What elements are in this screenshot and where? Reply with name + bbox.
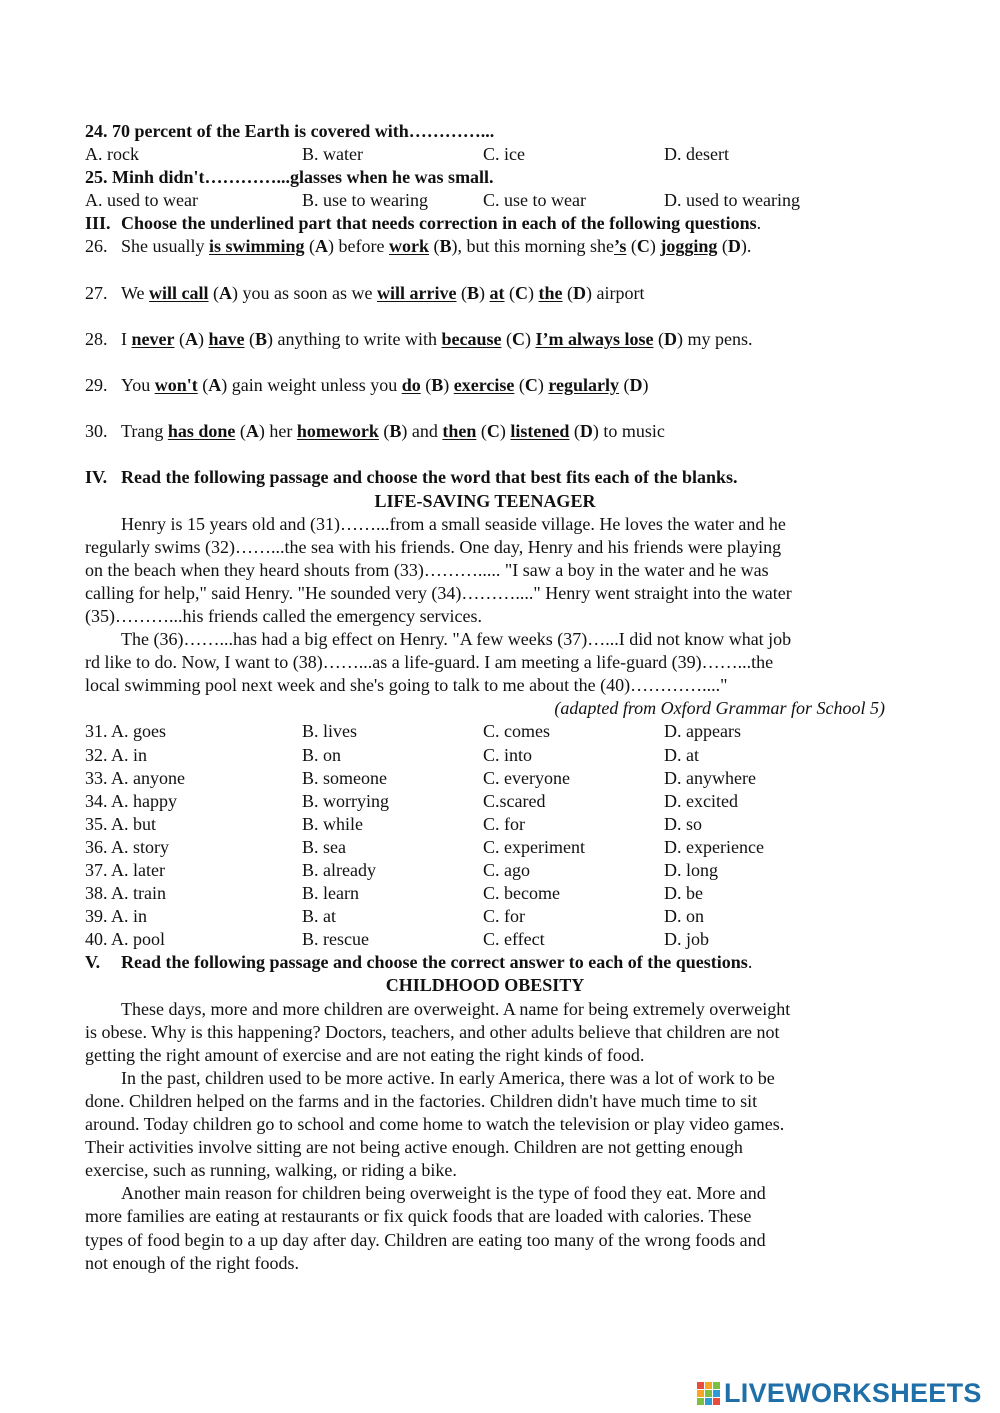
q24-option-d[interactable]: D. desert <box>664 144 729 165</box>
mc-option[interactable]: 40. A. pool <box>85 929 166 950</box>
passage-2-line: is obese. Why is this happening? Doctors, teachers, and other adults believe that children are not <box>85 1021 780 1042</box>
q24-option-b[interactable]: B. water <box>302 144 363 165</box>
q30-letter-c: C <box>486 421 500 442</box>
q26-underline-d[interactable]: jogging <box>660 236 718 257</box>
q27-underline-c[interactable]: at <box>489 282 505 303</box>
mc-row-40 <box>85 928 885 951</box>
q26-letter-c: C <box>636 236 650 257</box>
liveworksheets-logo-text: LIVEWORKSHEETS <box>724 1377 982 1408</box>
passage-1-line: local swimming pool next week and she's going to talk to me about the (40)…………...." <box>85 675 728 696</box>
q26-text: ). <box>740 236 752 257</box>
mc-option[interactable]: C. effect <box>483 929 545 950</box>
q27-text: ( <box>456 282 468 303</box>
section-5-period: . <box>747 952 753 973</box>
q28-underline-d[interactable]: I’m always lose <box>535 328 654 349</box>
mc-option[interactable]: B. lives <box>302 721 358 742</box>
mc-row-33 <box>85 767 885 790</box>
section-3-title: Choose the underlined part that needs correction in each of the following questions <box>121 213 757 234</box>
mc-option[interactable]: 39. A. in <box>85 906 148 927</box>
q28-letter-b: B <box>254 328 267 349</box>
q27-text: ) you as soon as we <box>232 282 378 303</box>
mc-option[interactable]: 32. A. in <box>85 744 148 765</box>
q28-number: 28. <box>85 328 108 349</box>
passage-1-source: (adapted from Oxford Grammar for School 5) <box>554 698 885 719</box>
q26-underline-a[interactable]: is swimming <box>209 236 305 257</box>
q28-text: ( <box>174 328 185 349</box>
q24-option-c[interactable]: C. ice <box>483 144 525 165</box>
mc-option[interactable]: 31. A. goes <box>85 721 166 742</box>
q28-text: ( <box>244 328 255 349</box>
q28-text: ) <box>524 328 536 349</box>
mc-option[interactable]: 37. A. later <box>85 860 165 880</box>
q25-option-b[interactable]: B. use to wearing <box>302 190 428 211</box>
q27-letter-b: B <box>467 282 480 303</box>
q30-underline-a[interactable]: has done <box>167 421 236 442</box>
q26-number: 26. <box>85 236 108 257</box>
passage-2-line: These days, more and more children are overweight. A name for being extremely overweight <box>121 998 791 1019</box>
q29-number: 29. <box>85 375 108 396</box>
q30-text: ( <box>476 421 487 442</box>
mc-option[interactable]: C. comes <box>483 721 550 742</box>
mc-option[interactable]: D. so <box>664 813 703 834</box>
q26-underline-c[interactable]: ’s <box>614 236 627 257</box>
mc-row-36 <box>85 836 885 859</box>
question-26 <box>85 235 885 258</box>
mc-row-32 <box>85 744 885 767</box>
section-3-heading <box>85 212 885 235</box>
q27-text: We <box>121 282 150 303</box>
mc-option[interactable]: D. excited <box>664 790 738 811</box>
mc-option[interactable]: C. ago <box>483 860 530 880</box>
mc-option[interactable]: D. be <box>664 883 703 904</box>
q27-underline-d[interactable]: the <box>538 282 563 303</box>
section-4-heading <box>85 466 885 489</box>
q30-text: ) to music <box>592 421 665 442</box>
q30-text: ) <box>499 421 511 442</box>
q29-underline-c[interactable]: exercise <box>453 375 515 396</box>
q26-text: ), but this morning she <box>451 236 614 257</box>
section-3-number: III. <box>85 213 111 234</box>
q27-number: 27. <box>85 282 108 303</box>
mc-option[interactable]: B. already <box>302 860 376 880</box>
passage-2-line: around. Today children go to school and come home to watch the television or play video games. <box>85 1114 785 1135</box>
q30-letter-d: D <box>579 421 593 442</box>
mc-row-31 <box>85 720 885 743</box>
mc-option[interactable]: B. someone <box>302 767 387 788</box>
mc-option[interactable]: D. anywhere <box>664 767 756 788</box>
question-25-options <box>85 189 885 212</box>
q26-text: ( <box>626 236 637 257</box>
mc-option[interactable]: B. at <box>302 906 336 927</box>
q25-option-c[interactable]: C. use to wear <box>483 190 586 211</box>
section-5-heading <box>85 951 885 974</box>
passage-2-line: getting the right amount of exercise and are not eating the right kinds of food. <box>85 1044 645 1065</box>
q29-text: ) <box>443 375 454 396</box>
passage-1-line: The (36)……...has had a big effect on Henry. "A few weeks (37)…...I did not know what job <box>121 629 792 650</box>
mc-row-34 <box>85 790 885 813</box>
mc-option[interactable]: D. appears <box>664 721 741 742</box>
q26-letter-b: B <box>439 236 452 257</box>
mc-option[interactable]: C.scared <box>483 790 546 811</box>
mc-option[interactable]: D. job <box>664 929 709 950</box>
q27-letter-c: C <box>515 282 529 303</box>
q28-text: ( <box>501 328 512 349</box>
q29-text: You <box>121 375 155 396</box>
question-27 <box>85 282 885 305</box>
mc-option[interactable]: B. sea <box>302 836 346 857</box>
section-4-number: IV. <box>85 467 108 488</box>
passage-1-line: rd like to do. Now, I want to (38)……...as a life-guard. I am meeting a life-guard (39)……...the <box>85 652 774 673</box>
q29-letter-d: D <box>629 375 643 396</box>
section-4-title: Read the following passage and choose the word that best fits each of the blanks. <box>121 467 738 488</box>
q29-letter-c: C <box>524 375 538 396</box>
passage-2-line: types of food begin to a up day after day. Children are eating too many of the wrong foods and <box>85 1229 766 1250</box>
passage-1-line: Henry is 15 years old and (31)……...from a small seaside village. He loves the water and he <box>121 513 786 534</box>
q29-text: ) <box>537 375 549 396</box>
q25-option-a[interactable]: A. used to wear <box>85 190 198 211</box>
q30-letter-a: A <box>245 421 259 442</box>
q28-text: ( <box>653 328 664 349</box>
q30-text: ) and <box>401 421 443 442</box>
worksheet-page <box>85 120 885 1275</box>
section-5-number: V. <box>85 952 101 973</box>
mc-option[interactable]: D. at <box>664 744 699 765</box>
mc-option[interactable]: C. for <box>483 813 525 834</box>
q28-text: ) anything to write with <box>267 328 442 349</box>
mc-option[interactable]: B. rescue <box>302 929 369 950</box>
q28-letter-d: D <box>663 328 677 349</box>
q27-text: ) <box>528 282 539 303</box>
q27-letter-a: A <box>219 282 233 303</box>
mc-option[interactable]: 33. A. anyone <box>85 767 185 788</box>
q26-letter-d: D <box>727 236 741 257</box>
q26-text: ( <box>717 236 728 257</box>
q29-underline-d[interactable]: regularly <box>548 375 620 396</box>
q29-letter-b: B <box>431 375 444 396</box>
q26-text: ) before <box>328 236 389 257</box>
q30-text: ( <box>569 421 580 442</box>
mc-option[interactable]: D. experience <box>664 836 764 857</box>
q30-number: 30. <box>85 421 108 442</box>
mc-option[interactable]: C. for <box>483 906 525 927</box>
q28-underline-b[interactable]: have <box>208 328 245 349</box>
q27-underline-a[interactable]: will call <box>149 282 209 303</box>
mc-option[interactable]: B. on <box>302 744 342 765</box>
q26-letter-a: A <box>315 236 329 257</box>
mc-option[interactable]: 35. A. but <box>85 813 157 834</box>
liveworksheets-logo[interactable] <box>697 1378 982 1408</box>
q28-text: I <box>121 328 132 349</box>
question-30 <box>85 420 885 443</box>
q26-text: ( <box>428 236 440 257</box>
question-29 <box>85 374 885 397</box>
multiple-choice-list <box>85 720 885 951</box>
mc-option[interactable]: D. long <box>664 860 718 880</box>
q28-letter-c: C <box>511 328 525 349</box>
passage-2-line: exercise, such as running, walking, or riding a bike. <box>85 1160 457 1181</box>
q27-text: ) airport <box>586 282 645 303</box>
q27-text: ( <box>504 282 516 303</box>
mc-option[interactable]: 36. A. story <box>85 836 170 857</box>
mc-option[interactable]: C. experiment <box>483 836 585 857</box>
passage-1-line: regularly swims (32)……...the sea with his friends. One day, Henry and his friends were playing <box>85 536 782 557</box>
q26-underline-b[interactable]: work <box>388 236 429 257</box>
q29-text: ) <box>642 375 649 396</box>
passage-2-line: not enough of the right foods. <box>85 1252 299 1273</box>
q28-underline-a[interactable]: never <box>131 328 175 349</box>
q28-underline-c[interactable]: because <box>441 328 502 349</box>
mc-option[interactable]: B. while <box>302 813 363 834</box>
q26-text: She usually <box>121 236 209 257</box>
mc-option[interactable]: C. everyone <box>483 767 570 788</box>
q29-text: ( <box>420 375 432 396</box>
q29-underline-a[interactable]: won't <box>154 375 198 396</box>
q30-underline-d[interactable]: listened <box>510 421 570 442</box>
passage-1-title: LIFE-SAVING TEENAGER <box>374 490 596 511</box>
q29-text: ) gain weight unless you <box>221 375 402 396</box>
question-25-stem: 25. Minh didn't…………...glasses when he was small. <box>85 167 494 188</box>
mc-option[interactable]: B. learn <box>302 883 359 904</box>
passage-1-line: (35)………...his friends called the emergency services. <box>85 605 483 626</box>
mc-option[interactable]: 38. A. train <box>85 883 166 904</box>
mc-row-37 <box>85 859 885 882</box>
q29-text: ( <box>619 375 630 396</box>
q30-text: ( <box>235 421 246 442</box>
mc-row-35 <box>85 813 885 836</box>
passage-1-line: on the beach when they heard shouts from (33)………..... "I saw a boy in the water and he was <box>85 559 769 580</box>
question-28 <box>85 328 885 351</box>
q29-letter-a: A <box>208 375 222 396</box>
q30-underline-b[interactable]: homework <box>296 421 379 442</box>
mc-row-38 <box>85 882 885 905</box>
passage-2-line: In the past, children used to be more active. In early America, there was a lot of work to be <box>121 1067 775 1088</box>
mc-row-39 <box>85 905 885 928</box>
mc-option[interactable]: C. become <box>483 883 560 904</box>
q30-text: ) her <box>258 421 297 442</box>
passage-2-line: Another main reason for children being overweight is the type of food they eat. More and <box>121 1183 766 1204</box>
q27-text: ( <box>562 282 574 303</box>
passage-2-line: Their activities involve sitting are not being active enough. Children are not getting enough <box>85 1137 743 1158</box>
q27-text: ) <box>479 282 490 303</box>
mc-option[interactable]: B. worrying <box>302 790 389 811</box>
passage-2-line: done. Children helped on the farms and in the factories. Children didn't have much time to sit <box>85 1090 758 1111</box>
q29-underline-b[interactable]: do <box>401 375 421 396</box>
q26-text: ) <box>649 236 661 257</box>
q24-option-a[interactable]: A. rock <box>85 144 139 165</box>
mc-option[interactable]: C. into <box>483 744 533 765</box>
q28-text: ) <box>197 328 209 349</box>
q29-text: ( <box>197 375 209 396</box>
question-24-stem: 24. 70 percent of the Earth is covered with…………... <box>85 121 495 141</box>
q25-option-d[interactable]: D. used to wearing <box>664 190 800 211</box>
q27-underline-b[interactable]: will arrive <box>377 282 457 303</box>
section-5-title: Read the following passage and choose the correct answer to each of the questions <box>121 952 748 973</box>
question-24-options <box>85 143 885 166</box>
q30-underline-c[interactable]: then <box>442 421 477 442</box>
q30-text: ( <box>378 421 390 442</box>
passage-2-title: CHILDHOOD OBESITY <box>385 975 585 996</box>
mc-option[interactable]: D. on <box>664 906 704 927</box>
section-3-period: . <box>756 213 762 234</box>
passage-2-line: more families are eating at restaurants or fix quick foods that are loaded with calories. These <box>85 1206 752 1227</box>
mc-option[interactable]: 34. A. happy <box>85 790 177 811</box>
q28-text: ) my pens. <box>676 328 753 349</box>
q30-text: Trang <box>121 421 168 442</box>
q26-text: ( <box>304 236 316 257</box>
q29-text: ( <box>514 375 525 396</box>
liveworksheets-logo-icon <box>697 1382 720 1405</box>
q28-letter-a: A <box>184 328 198 349</box>
q27-text: ( <box>208 282 220 303</box>
q30-letter-b: B <box>389 421 402 442</box>
q27-letter-d: D <box>573 282 587 303</box>
passage-1-line: calling for help," said Henry. "He sounded very (34)………...." Henry went straight into the water <box>85 582 792 603</box>
